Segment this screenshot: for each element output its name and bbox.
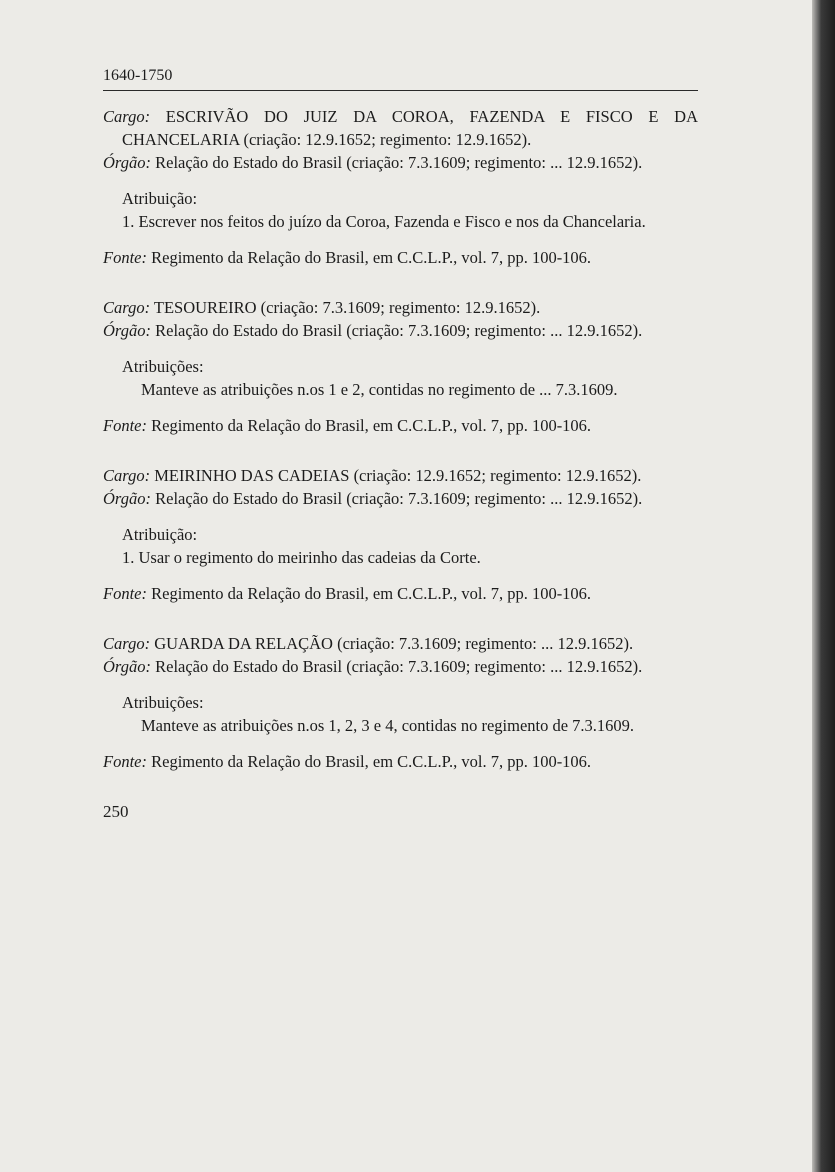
entry-meirinho <box>103 464 698 605</box>
entry-escrivao <box>103 105 698 269</box>
atribuicao-label: Atribuição: <box>122 525 198 544</box>
atribuicao-item: 1. Escrever nos feitos do juízo da Coroa, Fazenda e Fisco e nos da Chancelaria. <box>122 212 646 231</box>
orgao-label: Órgão: <box>103 657 151 676</box>
running-head: 1640-1750 <box>103 64 698 91</box>
cargo-text: GUARDA DA RELAÇÃO (criação: 7.3.1609; regimento: ... 12.9.1652). <box>154 634 634 653</box>
orgao-text: Relação do Estado do Brasil (criação: 7.3.1609; regimento: ... 12.9.1652). <box>155 321 643 340</box>
orgao-label: Órgão: <box>103 153 151 172</box>
cargo-line <box>103 296 698 319</box>
atribuicoes-label: Atribuições: <box>122 693 204 712</box>
fonte-line <box>103 750 698 773</box>
orgao-line <box>103 655 698 678</box>
orgao-line <box>103 487 698 510</box>
fonte-label: Fonte: <box>103 248 147 267</box>
fonte-text: Regimento da Relação do Brasil, em C.C.L.P., vol. 7, pp. 100-106. <box>151 584 592 603</box>
fonte-label: Fonte: <box>103 752 147 771</box>
fonte-line <box>103 414 698 437</box>
fonte-text: Regimento da Relação do Brasil, em C.C.L.P., vol. 7, pp. 100-106. <box>151 416 592 435</box>
cargo-label: Cargo: <box>103 298 151 317</box>
orgao-text: Relação do Estado do Brasil (criação: 7.3.1609; regimento: ... 12.9.1652). <box>155 657 643 676</box>
cargo-line <box>103 632 698 655</box>
orgao-line <box>103 319 698 342</box>
cargo-label: Cargo: <box>103 634 151 653</box>
atribuicoes-text: Manteve as atribuições n.os 1 e 2, contidas no regimento de ... 7.3.1609. <box>141 380 618 399</box>
orgao-label: Órgão: <box>103 489 151 508</box>
fonte-line <box>103 582 698 605</box>
cargo-line <box>103 464 698 487</box>
atribuicoes-label: Atribuições: <box>122 357 204 376</box>
fonte-line <box>103 246 698 269</box>
fonte-text: Regimento da Relação do Brasil, em C.C.L.P., vol. 7, pp. 100-106. <box>151 248 592 267</box>
page-content <box>103 64 698 823</box>
entry-guarda <box>103 632 698 773</box>
cargo-label: Cargo: <box>103 107 151 126</box>
fonte-label: Fonte: <box>103 416 147 435</box>
cargo-text: TESOUREIRO (criação: 7.3.1609; regimento: 12.9.1652). <box>153 298 541 317</box>
fonte-label: Fonte: <box>103 584 147 603</box>
cargo-line <box>103 105 698 151</box>
cargo-text: ESCRIVÃO DO JUIZ DA COROA, FAZENDA E FISCO E DA CHANCELARIA (criação: 12.9.1652; regimento: 12.9.1652). <box>122 107 698 149</box>
page-edge <box>812 0 835 1172</box>
page-number: 250 <box>103 802 129 821</box>
atribuicoes-text: Manteve as atribuições n.os 1, 2, 3 e 4, contidas no regimento de 7.3.1609. <box>141 716 635 735</box>
fonte-text: Regimento da Relação do Brasil, em C.C.L.P., vol. 7, pp. 100-106. <box>151 752 592 771</box>
entry-tesoureiro <box>103 296 698 437</box>
cargo-label: Cargo: <box>103 466 151 485</box>
atribuicao-label: Atribuição: <box>122 189 198 208</box>
orgao-text: Relação do Estado do Brasil (criação: 7.3.1609; regimento: ... 12.9.1652). <box>155 153 643 172</box>
orgao-label: Órgão: <box>103 321 151 340</box>
orgao-text: Relação do Estado do Brasil (criação: 7.3.1609; regimento: ... 12.9.1652). <box>155 489 643 508</box>
atribuicao-item: 1. Usar o regimento do meirinho das cadeias da Corte. <box>122 548 481 567</box>
orgao-line <box>103 151 698 174</box>
cargo-text: MEIRINHO DAS CADEIAS (criação: 12.9.1652; regimento: 12.9.1652). <box>154 466 642 485</box>
